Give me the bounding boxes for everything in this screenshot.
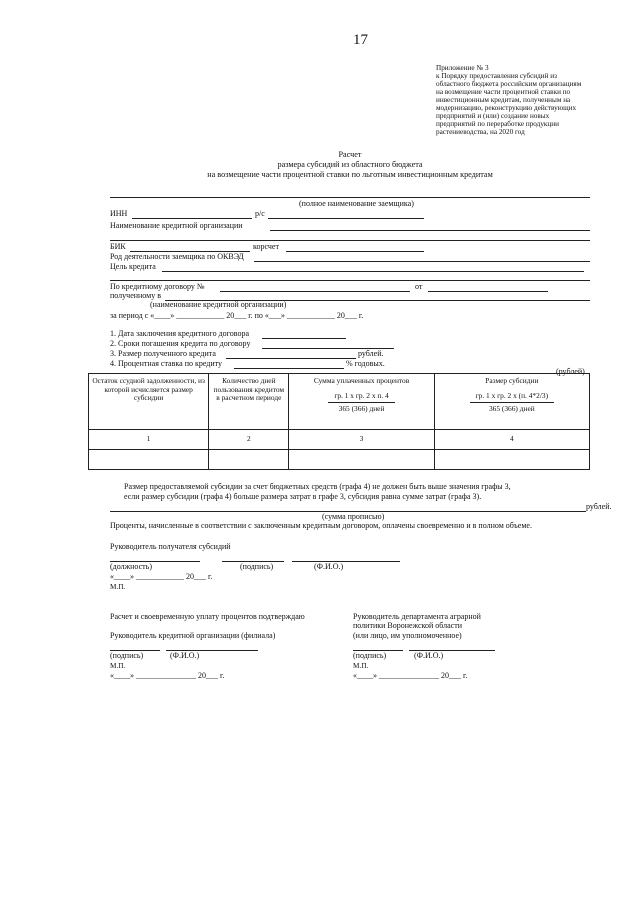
dept-fio-caption: (Ф.И.О.) bbox=[414, 651, 444, 660]
received-label: полученному в bbox=[110, 291, 161, 300]
header-subsidy-text: Размер субсидии bbox=[485, 376, 539, 385]
dept-signature-caption: (подпись) bbox=[353, 651, 387, 660]
dept-stamp-place: М.П. bbox=[353, 662, 369, 670]
appendix-title: Приложение № 3 bbox=[436, 64, 489, 72]
bank-stamp-place: М.П. bbox=[110, 662, 126, 670]
heading-title: Расчет bbox=[338, 150, 362, 159]
appendix-line: модернизацию, реконструкцию действующих bbox=[436, 104, 577, 112]
korschet-field bbox=[286, 251, 424, 252]
item-date-field bbox=[262, 338, 346, 339]
rs-label: р/с bbox=[255, 209, 265, 218]
goal-label: Цель кредита bbox=[110, 262, 156, 271]
item-rate-field bbox=[234, 368, 344, 369]
heading-subtitle: на возмещение части процентной ставки по льготным инвестиционным кредитам bbox=[207, 170, 493, 179]
formula-subsidy-denominator: 365 (366) дней bbox=[488, 404, 535, 413]
note-line-2: если размер субсидии (графа 4) больше размера затрат в графе 3, субсидия равна сумме затрат (графа 3). bbox=[124, 492, 482, 501]
heading-subtitle: размера субсидий из областного бюджета bbox=[277, 160, 423, 169]
formula-subsidy bbox=[470, 392, 554, 414]
dept-head-line-2: политики Воронежской области bbox=[353, 621, 462, 630]
header-subsidy bbox=[434, 374, 589, 430]
contract-label: По кредитному договору № bbox=[110, 282, 205, 291]
column-number: 4 bbox=[434, 430, 589, 450]
column-number: 1 bbox=[89, 430, 209, 450]
sum-unit: рублей. bbox=[586, 502, 612, 511]
bank-signature-caption: (подпись) bbox=[110, 651, 144, 660]
column-number: 2 bbox=[209, 430, 289, 450]
table-cell bbox=[209, 450, 289, 470]
appendix-line: растениеводства, на 2020 год bbox=[436, 128, 525, 136]
recipient-position-caption: (должность) bbox=[110, 562, 152, 571]
table-number-row bbox=[89, 430, 590, 450]
appendix-line: к Порядку предоставления субсидий из bbox=[436, 72, 557, 80]
header-days bbox=[209, 374, 289, 430]
header-interest-text: Сумма уплаченных процентов bbox=[313, 376, 410, 385]
appendix-line: инвестиционным кредитам, полученным на bbox=[436, 96, 571, 104]
item-term: 2. Сроки погашения кредита по договору bbox=[110, 339, 251, 348]
period-line: за период с «____» ____________ 20___ г. по «___» ____________ 20___ г. bbox=[110, 311, 364, 320]
dept-date: «____» _______________ 20___ г. bbox=[353, 671, 468, 680]
appendix-line: предприятий по переработке продукции bbox=[436, 120, 559, 128]
from-label: от bbox=[415, 282, 423, 291]
bank-head: Руководитель кредитной организации (филиала) bbox=[110, 631, 276, 640]
appendix-line: предприятий и (или) создание новых bbox=[436, 112, 550, 120]
okved-field bbox=[254, 261, 590, 262]
formula-interest-denominator: 365 (366) дней bbox=[338, 404, 385, 413]
bank-date: «____» _______________ 20___ г. bbox=[110, 671, 225, 680]
korschet-label: корсчет bbox=[253, 242, 279, 251]
column-number: 3 bbox=[289, 430, 434, 450]
bank-fio-caption: (Ф.И.О.) bbox=[170, 651, 200, 660]
goal-field bbox=[162, 271, 584, 272]
from-field bbox=[428, 291, 548, 292]
borrower-caption: (полное наименование заемщика) bbox=[299, 199, 414, 208]
bank-confirm: Расчет и своевременную уплату процентов подтверждаю bbox=[110, 612, 305, 621]
subsidy-table bbox=[88, 373, 590, 470]
inn-field bbox=[132, 218, 252, 219]
formula-interest-numerator: гр. 1 х гр. 2 х п. 4 bbox=[328, 392, 394, 404]
dept-head-line-1: Руководитель департамента аграрной bbox=[353, 612, 481, 621]
bank-caption: (наименование кредитной организации) bbox=[150, 300, 287, 309]
rs-field bbox=[268, 218, 424, 219]
page-number: 17 bbox=[353, 32, 368, 48]
header-balance bbox=[89, 374, 209, 430]
recipient-signature-caption: (подпись) bbox=[240, 562, 274, 571]
recipient-fio-caption: (Ф.И.О.) bbox=[314, 562, 344, 571]
okved-label: Род деятельности заемщика по ОКВЭД bbox=[110, 252, 244, 261]
header-days-text: Количество дней пользования кредитом в расчетном периоде bbox=[213, 376, 285, 402]
table-cell bbox=[289, 450, 434, 470]
table-cell bbox=[434, 450, 589, 470]
recipient-stamp-place: М.П. bbox=[110, 583, 126, 591]
header-balance-text: Остаток ссудной задолженности, из которой исчисляется размер субсидии bbox=[92, 376, 205, 402]
item-rate: 4. Процентная ставка по кредиту bbox=[110, 359, 223, 368]
appendix-line: областного бюджета российским организациям bbox=[436, 80, 582, 88]
item-amount-field bbox=[226, 358, 356, 359]
bank-name-field bbox=[270, 230, 590, 231]
dept-head-line-3: (или лицо, им уполномоченное) bbox=[353, 631, 462, 640]
header-interest bbox=[289, 374, 434, 430]
formula-subsidy-numerator: гр. 1 х гр. 2 х (п. 4*2/3) bbox=[470, 392, 554, 404]
bik-label: БИК bbox=[110, 242, 126, 251]
borrower-line bbox=[110, 197, 590, 198]
contract-field bbox=[220, 291, 410, 292]
appendix-line: на возмещение части процентной ставки по bbox=[436, 88, 571, 96]
item-amount-unit: рублей. bbox=[358, 349, 384, 358]
bank-name-field-2 bbox=[110, 240, 590, 241]
table-unit: (рублей) bbox=[556, 367, 585, 376]
bank-name-label: Наименование кредитной организации bbox=[110, 221, 243, 230]
goal-field-2 bbox=[110, 280, 590, 281]
item-amount: 3. Размер полученного кредита bbox=[110, 349, 216, 358]
table-header-row bbox=[89, 374, 590, 430]
paid-statement: Проценты, начисленные в соответствии с заключенным кредитным договором, оплачены своевременно и в полном объеме. bbox=[110, 521, 532, 530]
recipient-fio-field bbox=[292, 561, 400, 562]
item-date: 1. Дата заключения кредитного договора bbox=[110, 329, 249, 338]
recipient-date: «____» ____________ 20___ г. bbox=[110, 572, 213, 581]
table-row bbox=[89, 450, 590, 470]
table-cell bbox=[89, 450, 209, 470]
inn-label: ИНН bbox=[110, 209, 128, 218]
sum-caption: (сумма прописью) bbox=[322, 512, 385, 521]
formula-interest bbox=[328, 392, 394, 414]
document-heading bbox=[0, 150, 640, 180]
recipient-head: Руководитель получателя субсидий bbox=[110, 542, 231, 551]
note-line-1: Размер предоставляемой субсидии за счет бюджетных средств (графа 4) не должен быть выше значения графы 3, bbox=[124, 482, 511, 491]
item-rate-unit: % годовых. bbox=[346, 359, 385, 368]
appendix-block bbox=[436, 64, 581, 136]
